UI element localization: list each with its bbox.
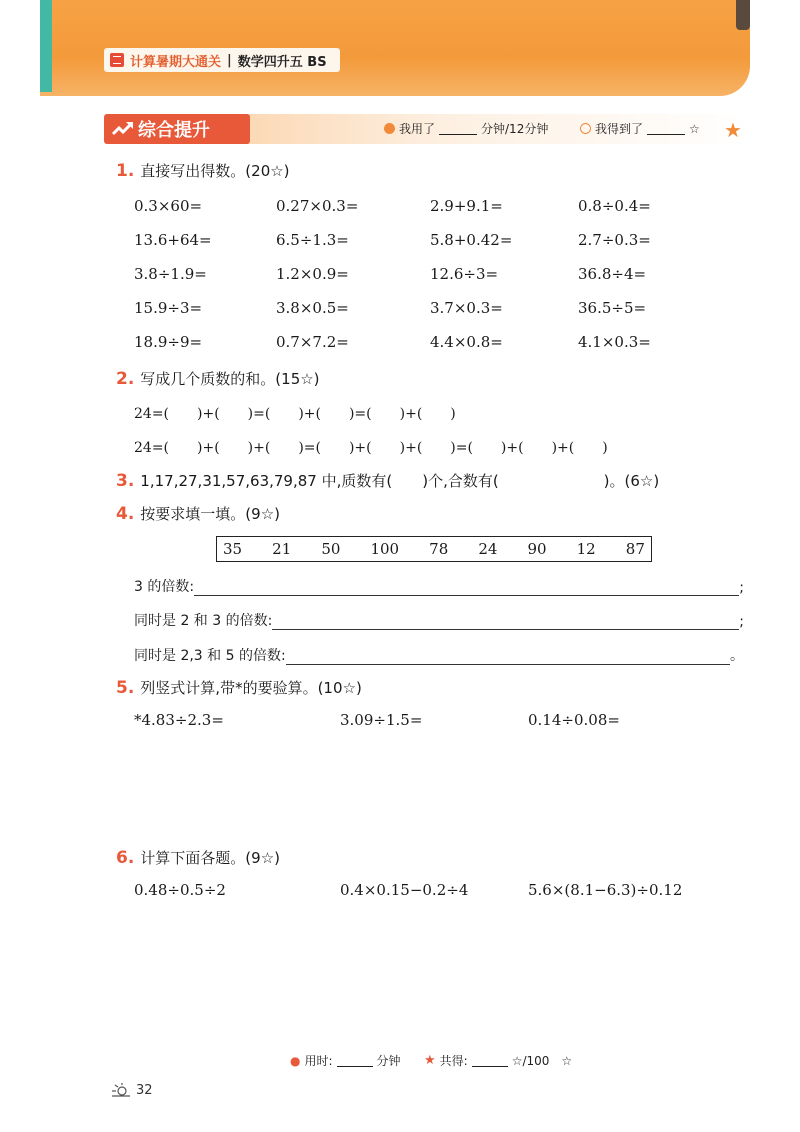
box-number: 78 — [429, 540, 449, 558]
check-icon — [580, 123, 591, 134]
q1-text: 直接写出得数。(20☆) — [140, 162, 290, 180]
q2-line-2[interactable]: 24=( )+( )+( )=( )+( )+( )=( )+( )+( ) — [134, 440, 608, 456]
time-used-suffix: 分钟/12分钟 — [481, 122, 549, 136]
box-number: 21 — [272, 540, 292, 558]
q4-line-label: 同时是 2 和 3 的倍数: — [134, 613, 273, 629]
time-used-blank[interactable] — [439, 122, 477, 135]
box-number: 24 — [478, 540, 498, 558]
section-title: 综合提升 — [138, 120, 210, 141]
footer-score-label: 共得: — [439, 1054, 468, 1068]
q1-expr: 4.4×0.8= — [430, 333, 503, 351]
q6-item: 5.6×(8.1−6.3)÷0.12 — [528, 881, 683, 899]
q2-title — [116, 368, 320, 389]
q1-expr: 13.6+64= — [134, 231, 212, 249]
box-number: 100 — [370, 540, 400, 558]
q1-number: 1. — [116, 161, 135, 181]
q3-text: 1,17,27,31,57,63,79,87 中,质数有( )个,合数有( )。(6☆) — [140, 472, 660, 490]
score-earned — [580, 120, 700, 137]
q1-expr: 3.7×0.3= — [430, 299, 503, 317]
footer-time-unit: 分钟 — [376, 1054, 401, 1068]
q6-item: 0.4×0.15−0.2÷4 — [340, 881, 469, 899]
q4-answer-row — [134, 610, 744, 630]
q1-title — [116, 160, 290, 181]
box-number: 35 — [223, 540, 243, 558]
footer-time — [290, 1052, 401, 1069]
q4-line-label: 3 的倍数: — [134, 579, 195, 595]
q3-title — [116, 470, 659, 491]
q1-expr: 6.5÷1.3= — [276, 231, 349, 249]
q6-number: 6. — [116, 848, 135, 868]
time-used — [384, 120, 548, 137]
sun-icon — [110, 1082, 132, 1098]
footer-score-suffix: ☆/100 — [511, 1053, 550, 1068]
q4-answer-line[interactable] — [272, 613, 739, 630]
q1-expr: 15.9÷3= — [134, 299, 203, 317]
score-prefix: 我得到了 — [595, 122, 644, 136]
q4-answer-line[interactable] — [194, 579, 739, 596]
q3-number: 3. — [116, 471, 135, 491]
box-number: 90 — [527, 540, 547, 558]
q5-number: 5. — [116, 678, 135, 698]
q4-title — [116, 503, 280, 524]
header-brand: 计算暑期大通关 — [130, 54, 222, 70]
page-number-text: 32 — [136, 1082, 153, 1098]
page-number — [110, 1082, 153, 1098]
apple-icon: ● — [290, 1053, 301, 1068]
q2-text: 写成几个质数的和。(15☆) — [140, 370, 320, 388]
q6-title — [116, 847, 280, 868]
q4-answer-row — [134, 576, 744, 596]
q5-title — [116, 677, 362, 698]
q6-text: 计算下面各题。(9☆) — [140, 849, 280, 867]
q1-expr: 2.7÷0.3= — [578, 231, 651, 249]
q1-expr: 18.9÷9= — [134, 333, 203, 351]
book-icon — [110, 53, 124, 67]
q4-line-end: 。 — [730, 648, 744, 664]
header-subject: 数学四升五 BS — [237, 54, 327, 70]
box-number: 50 — [321, 540, 341, 558]
q4-line-end: ; — [739, 580, 744, 596]
bookmark-decoration — [736, 0, 750, 30]
section-banner — [104, 114, 250, 144]
score-blank[interactable] — [647, 122, 685, 135]
q4-answer-row — [134, 645, 744, 665]
q4-text: 按要求填一填。(9☆) — [140, 505, 280, 523]
q1-expr: 36.5÷5= — [578, 299, 647, 317]
q4-line-end: ; — [739, 614, 744, 630]
q1-expr: 0.7×7.2= — [276, 333, 349, 351]
q2-number: 2. — [116, 369, 135, 389]
q1-expr: 36.8÷4= — [578, 265, 647, 283]
q1-expr: 0.3×60= — [134, 197, 203, 215]
q5-text: 列竖式计算,带*的要验算。(10☆) — [140, 679, 362, 697]
score-suffix: ☆ — [689, 121, 700, 136]
number-box — [216, 536, 652, 562]
footer-time-blank[interactable] — [337, 1054, 373, 1067]
star-icon: ★ — [424, 1053, 436, 1068]
time-used-prefix: 我用了 — [399, 122, 436, 136]
star-outline-icon: ☆ — [561, 1053, 573, 1068]
box-number: 12 — [576, 540, 596, 558]
box-number: 87 — [625, 540, 645, 558]
q5-item: 3.09÷1.5= — [340, 711, 423, 729]
q4-number: 4. — [116, 504, 135, 524]
footer-score-blank[interactable] — [472, 1054, 508, 1067]
footer-score — [424, 1052, 572, 1069]
q1-expr: 3.8×0.5= — [276, 299, 349, 317]
q1-expr: 2.9+9.1= — [430, 197, 503, 215]
q1-expr: 12.6÷3= — [430, 265, 499, 283]
q6-item: 0.48÷0.5÷2 — [134, 881, 226, 899]
q1-expr: 3.8÷1.9= — [134, 265, 207, 283]
q1-expr: 5.8+0.42= — [430, 231, 513, 249]
clock-icon — [384, 123, 395, 134]
q4-line-label: 同时是 2,3 和 5 的倍数: — [134, 648, 286, 664]
q2-line-1[interactable]: 24=( )+( )=( )+( )=( )+( ) — [134, 406, 456, 422]
book-spine-decoration — [40, 0, 52, 92]
q1-expr: 4.1×0.3= — [578, 333, 651, 351]
trend-up-icon — [112, 121, 134, 137]
star-icon: ★ — [724, 118, 742, 142]
header-title — [104, 48, 340, 72]
q5-item: 0.14÷0.08= — [528, 711, 620, 729]
q5-item: *4.83÷2.3= — [134, 711, 224, 729]
q4-answer-line[interactable] — [286, 648, 730, 665]
header-separator: | — [227, 52, 232, 68]
footer-time-label: 用时: — [304, 1054, 333, 1068]
q1-expr: 0.27×0.3= — [276, 197, 359, 215]
q1-expr: 0.8÷0.4= — [578, 197, 651, 215]
q1-expr: 1.2×0.9= — [276, 265, 349, 283]
